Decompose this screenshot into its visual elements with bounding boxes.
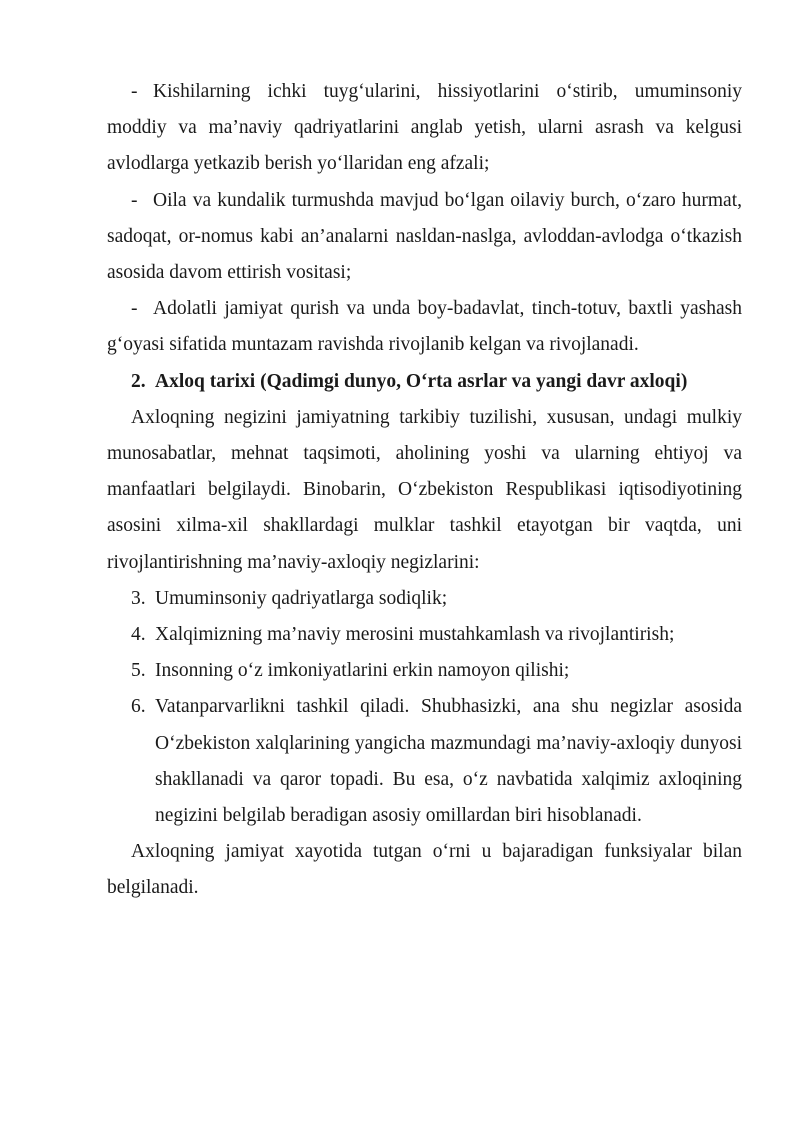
item-text: Insonning o‘z imkoniyatlarini erkin namoyon qilishi; (155, 660, 570, 682)
section-title: Axloq tarixi (Qadimgi dunyo, O‘rta asrlar va yangi davr axloqi) (155, 370, 688, 392)
item-text: Vatanparvarlikni tashkil qiladi. Shubhasizki, ana shu negizlar asosida O‘zbekiston xalqlarining yangicha mazmundagi ma’naviy-axloqiy dunyosi shakllanadi va qaror topadi. Bu esa, o‘z navbatida xalqimiz axloqining negizini belgilab beradigan asosiy omillardan biri hisoblanadi. (155, 696, 742, 827)
bullet-dash: - (131, 81, 138, 102)
body-paragraph: Axloqning negizini jamiyatning tarkibiy tuzilishi, xususan, undagi mulkiy munosabatlar, mehnat taqsimoti, aholining yoshi va ularning ehtiyoj va manfaatlari belgilaydi. Binobarin, O‘zbekiston Respublikasi iqtisodiyotining asosini xilma-xil shakllardagi mulklar tashkil etayotgan bir vaqtda, uni rivojlantirishning ma’naviy-axloqiy negizlarini: (107, 406, 742, 573)
bullet-dash: - (131, 298, 138, 320)
section-heading (107, 364, 742, 400)
item-text: Umuminsoniy qadriyatlarga sodiqlik; (155, 587, 448, 609)
item-number: 5. (131, 660, 146, 682)
bullet-item (107, 74, 742, 183)
document-page (107, 74, 742, 907)
numbered-item (107, 581, 742, 617)
item-number: 4. (131, 624, 146, 646)
bullet-item (107, 291, 742, 363)
numbered-item (107, 617, 742, 653)
numbered-item (107, 689, 742, 834)
item-number: 3. (131, 587, 146, 609)
body-paragraph: Axloqning jamiyat xayotida tutgan o‘rni u bajaradigan funksiyalar bilan belgilanadi. (107, 841, 742, 899)
bullet-text: Kishilarning ichki tuyg‘ularini, hissiyotlarini o‘stirib, umuminsoniy moddiy va ma’naviy qadriyatlarini anglab yetish, ularni asrash va kelgusi avlodlarga yetkazib berish yo‘llaridan eng afzali; (107, 81, 742, 175)
bullet-dash: - (131, 189, 138, 211)
numbered-item (107, 653, 742, 689)
bullet-text: Adolatli jamiyat qurish va unda boy-badavlat, tinch-totuv, baxtli yashash g‘oyasi sifatida muntazam ravishda rivojlanib kelgan va rivojlanadi. (107, 298, 742, 356)
item-number: 6. (131, 696, 146, 718)
section-number: 2. (131, 370, 146, 392)
bullet-item (107, 183, 742, 292)
item-text: Xalqimizning ma’naviy merosini mustahkamlash va rivojlantirish; (155, 624, 675, 646)
bullet-text: Oila va kundalik turmushda mavjud bo‘lgan oilaviy burch, o‘zaro hurmat, sadoqat, or-nomus kabi an’analarni nasldan-naslga, avloddan-avlodga o‘tkazish asosida davom ettirish vositasi; (107, 189, 742, 284)
